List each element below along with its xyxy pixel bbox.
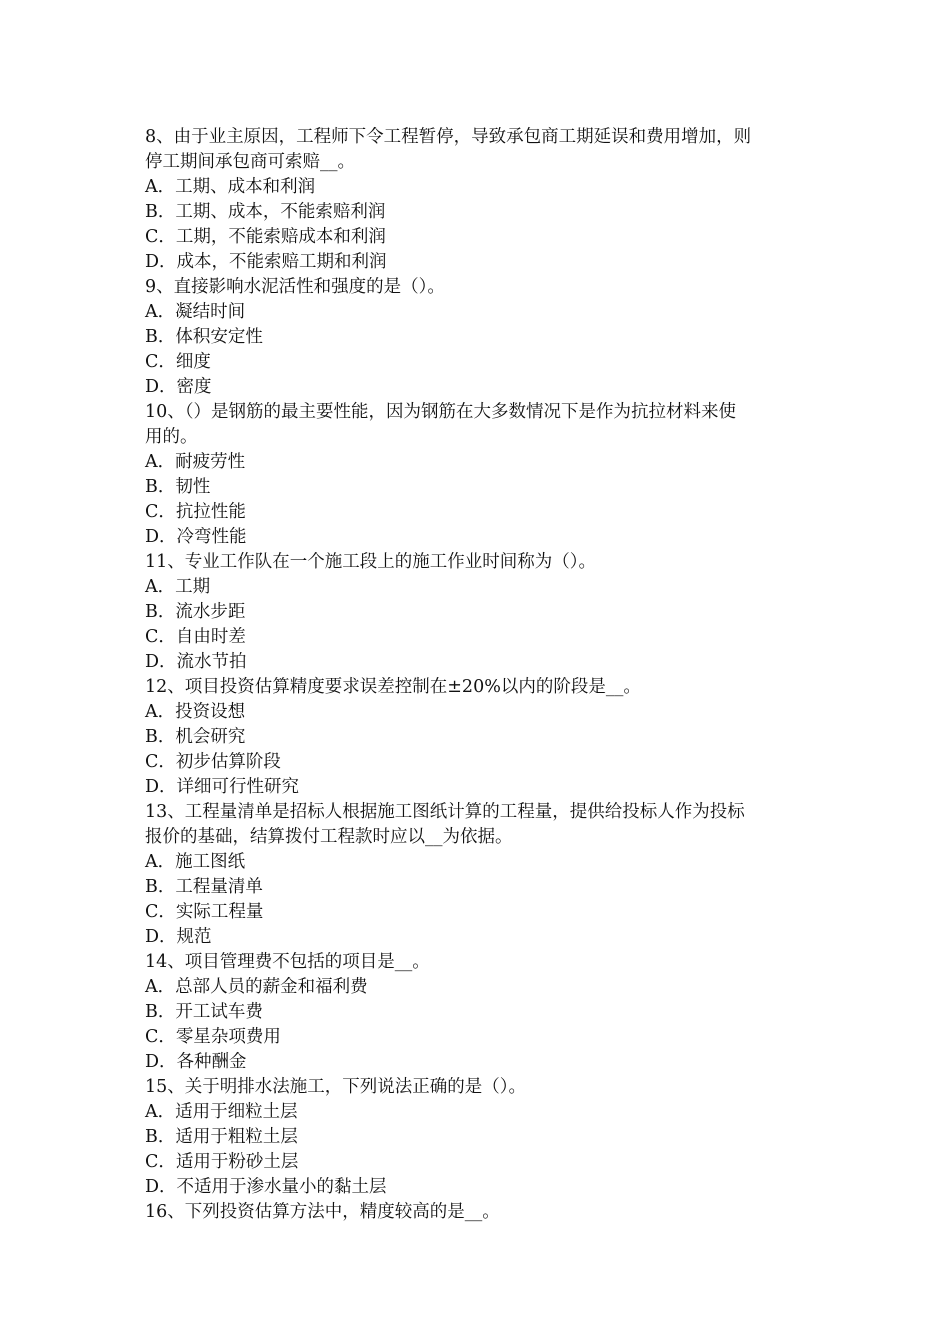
question-text: 11、专业工作队在一个施工段上的施工作业时间称为（）。 <box>145 552 597 572</box>
question-block <box>145 800 810 950</box>
question-text: 15、关于明排水法施工，下列说法正确的是（）。 <box>145 1077 527 1097</box>
question-text: 用的。 <box>145 427 198 447</box>
answer-option: A．耐疲劳性 <box>145 452 246 472</box>
question-text: 16、下列投资估算方法中，精度较高的是__。 <box>145 1202 500 1222</box>
answer-option: A．投资设想 <box>145 702 246 722</box>
answer-option: A．适用于细粒土层 <box>145 1102 298 1122</box>
answer-option: C．工期，不能索赔成本和利润 <box>145 227 386 247</box>
answer-option: B．机会研究 <box>145 727 246 747</box>
question-block <box>145 550 810 675</box>
answer-option: B．工期、成本，不能索赔利润 <box>145 202 386 222</box>
answer-option: D．规范 <box>145 927 212 947</box>
question-block <box>145 1075 810 1200</box>
answer-option: B．开工试车费 <box>145 1002 263 1022</box>
question-block <box>145 125 810 275</box>
answer-option: D．各种酬金 <box>145 1052 247 1072</box>
question-list <box>145 125 810 1225</box>
answer-option: B．适用于粗粒土层 <box>145 1127 298 1147</box>
answer-option: B．流水步距 <box>145 602 246 622</box>
question-text: 10、（）是钢筋的最主要性能，因为钢筋在大多数情况下是作为抗拉材料来使 <box>145 402 737 422</box>
answer-option: A．工期、成本和利润 <box>145 177 316 197</box>
answer-option: C．初步估算阶段 <box>145 752 281 772</box>
answer-option: C．自由时差 <box>145 627 246 647</box>
answer-option: C．零星杂项费用 <box>145 1027 281 1047</box>
answer-option: A．施工图纸 <box>145 852 246 872</box>
answer-option: D．成本，不能索赔工期和利润 <box>145 252 387 272</box>
answer-option: A．工期 <box>145 577 211 597</box>
question-text: 12、项目投资估算精度要求误差控制在±20%以内的阶段是__。 <box>145 677 641 697</box>
answer-option: D．详细可行性研究 <box>145 777 300 797</box>
answer-option: B．体积安定性 <box>145 327 263 347</box>
question-block <box>145 1200 810 1225</box>
answer-option: B．韧性 <box>145 477 211 497</box>
question-block <box>145 950 810 1075</box>
answer-option: B．工程量清单 <box>145 877 263 897</box>
question-block <box>145 275 810 400</box>
question-text: 停工期间承包商可索赔__。 <box>145 152 355 172</box>
answer-option: D．冷弯性能 <box>145 527 247 547</box>
answer-option: C．细度 <box>145 352 211 372</box>
answer-option: D．流水节拍 <box>145 652 247 672</box>
answer-option: C．抗拉性能 <box>145 502 246 522</box>
question-block <box>145 400 810 550</box>
question-text: 报价的基础，结算拨付工程款时应以__为依据。 <box>145 827 513 847</box>
question-text: 9、直接影响水泥活性和强度的是（）。 <box>145 277 445 297</box>
answer-option: A．凝结时间 <box>145 302 246 322</box>
question-block <box>145 675 810 800</box>
question-text: 13、工程量清单是招标人根据施工图纸计算的工程量，提供给投标人作为投标 <box>145 802 745 822</box>
answer-option: D．密度 <box>145 377 212 397</box>
answer-option: C．适用于粉砂土层 <box>145 1152 299 1172</box>
answer-option: A．总部人员的薪金和福利费 <box>145 977 368 997</box>
answer-option: C．实际工程量 <box>145 902 264 922</box>
question-text: 8、由于业主原因，工程师下令工程暂停，导致承包商工期延误和费用增加，则 <box>145 127 752 147</box>
answer-option: D．不适用于渗水量小的黏土层 <box>145 1177 387 1197</box>
question-text: 14、项目管理费不包括的项目是__。 <box>145 952 430 972</box>
